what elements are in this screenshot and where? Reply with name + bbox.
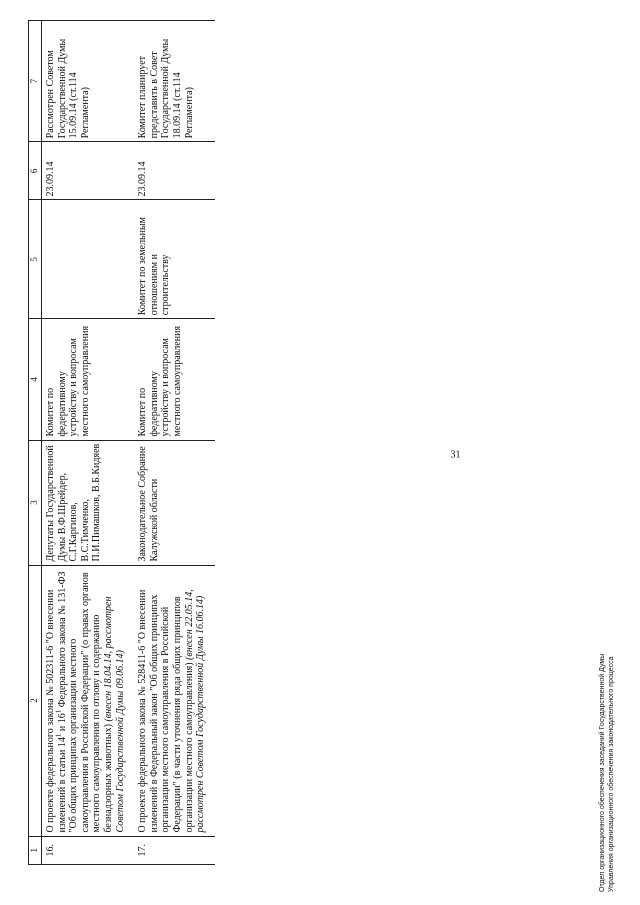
- column-header: 2: [29, 565, 42, 836]
- responsible-committee: Комитет по федеративному устройству и вопросам местного самоуправления: [42, 319, 135, 440]
- bills-table: [28, 20, 215, 865]
- responsible-committee: Комитет по федеративному устройству и вопросам местного самоуправления: [134, 319, 215, 440]
- status: Рассмотрен Советом Государственной Думы 15.09.14 (ст.114 Регламента): [42, 21, 135, 142]
- co-committee: [42, 200, 135, 319]
- footer: [598, 654, 616, 892]
- column-header: 3: [29, 440, 42, 565]
- page-number: 31: [450, 449, 461, 461]
- column-header: 5: [29, 200, 42, 319]
- footer-line: Управления организационного обеспечения законодательного процесса: [608, 656, 615, 892]
- row-number: 16.: [42, 836, 135, 864]
- status: Комитет планирует представить в Совет Государственной Думы 18.09.14 (ст.114 Регламента): [134, 21, 215, 142]
- column-header: 4: [29, 319, 42, 440]
- column-header: 1: [29, 836, 42, 864]
- column-header: 7: [29, 21, 42, 142]
- date: 23.09.14: [134, 142, 215, 200]
- bill-title: О проекте федерального закона № 528411-6 "О внесении изменений в Федеральный закон "Об общих принципах организации местного самоуправления в Российской Федерации" (в части уточнения ряда общих принципов организации местного самоуправления): [137, 589, 195, 833]
- bill-title-cell: [134, 565, 215, 836]
- footer-line: Отдел организационного обеспечения заседаний Государственной Думы: [599, 653, 606, 892]
- co-committee: Комитет по земельным отношениям и строительству: [134, 200, 215, 319]
- bill-title-cell: [42, 565, 135, 836]
- row-number: 17.: [134, 836, 215, 864]
- bill-title: О проекте федерального закона № 502311-6 "О внесении изменений в статьи $14^1$ и $16^1$ Федерального закона № 131-ФЗ "Об общих принципах организации местного самоуправления в Российской Федерации" (о правах органов местного самоуправления по отлову и содержанию безнадзорных животных): [45, 571, 114, 833]
- bill-note: (внесен 18.04.14, рассмотрен Советом Государственной Думы 09.06.14): [102, 596, 126, 833]
- table-header-row: [29, 21, 42, 865]
- column-header: 6: [29, 142, 42, 200]
- rotated-page: [0, 5, 640, 905]
- date: 23.09.14: [42, 142, 135, 200]
- table-row: [134, 21, 215, 865]
- bill-author: Законодательное Собрание Калужской области: [134, 440, 215, 565]
- bill-note: (внесен 22.05.14, рассмотрен Советом Государственной Думы 16.06.14): [183, 589, 207, 833]
- bill-author: Депутаты Государственной Думы В.Ф.Шрейдер, С.Г.Каргинов, В.С.Тимченко, П.И.Пимашков, В.Б.Кидяев: [42, 440, 135, 565]
- table-row: [42, 21, 135, 865]
